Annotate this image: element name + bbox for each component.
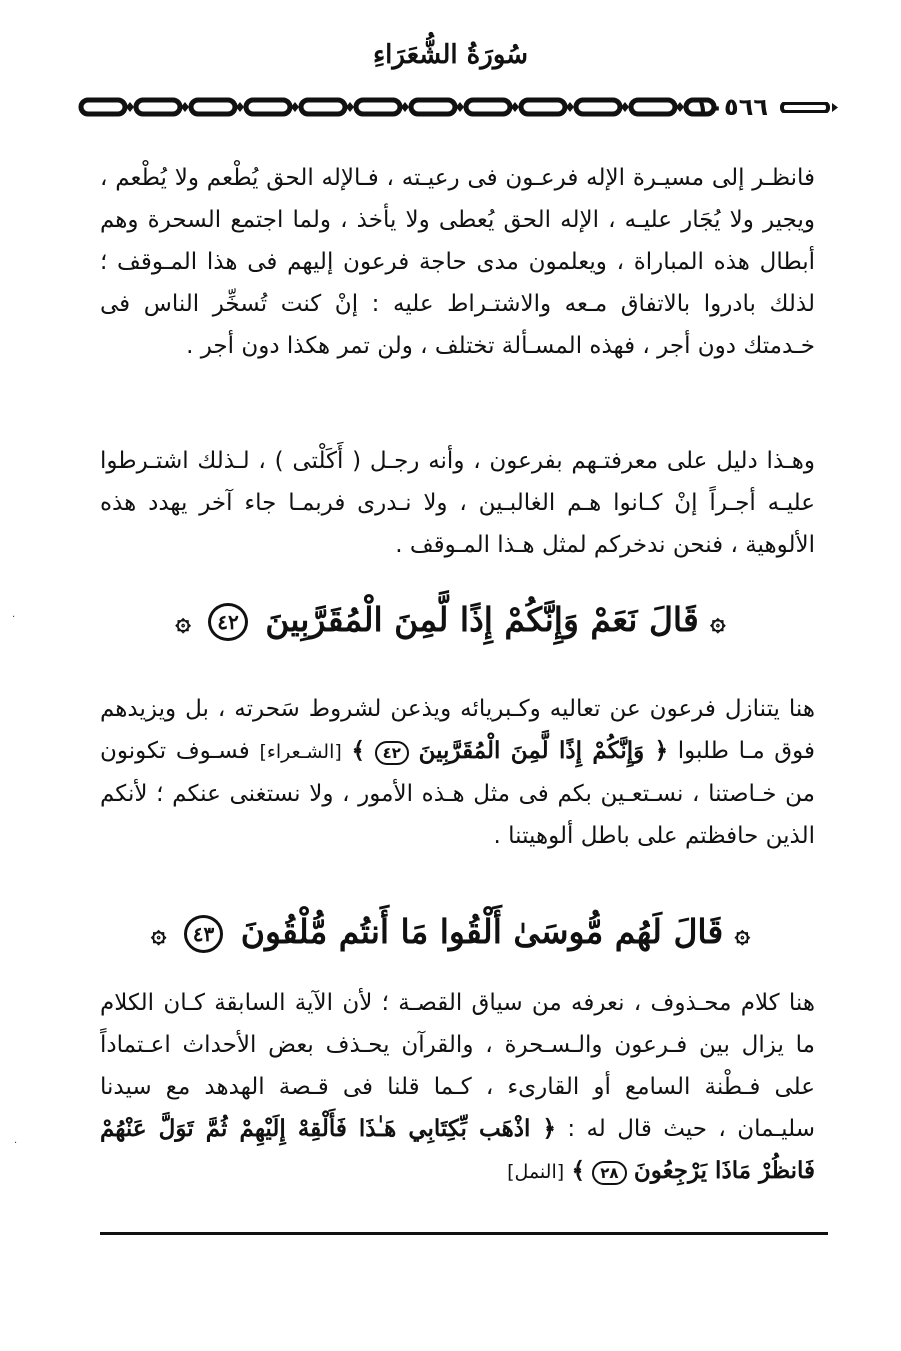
decorative-chain-border bbox=[78, 92, 718, 122]
inline-ayah-number: ٢٨ bbox=[592, 1161, 626, 1185]
inline-quote-close: ﴾ bbox=[351, 737, 365, 764]
scan-speck: · bbox=[14, 1138, 18, 1149]
verse-42 bbox=[0, 600, 901, 641]
verse-close-ornament-icon: ۞ bbox=[175, 607, 191, 637]
decorative-corner-bar bbox=[780, 102, 840, 113]
inline-quran-quote: ﴿ وَإِنَّكُمْ إِذًا لَّمِنَ الْمُقَرَّبِينَ bbox=[418, 737, 669, 764]
verse-42-number: ٤٢ bbox=[208, 603, 247, 641]
surah-reference: [الشـعراء] bbox=[259, 741, 342, 763]
paragraph-3-body: فسـوف تكونون من خـاصتنا ، نسـتعـين بكم فى مثل هـذه الأمور ، ولا نستغنى عنكم ؛ لأنكم الذين حافظتم على باطل ألوهيتنا . bbox=[100, 738, 815, 849]
verse-open-ornament-icon: ۞ bbox=[710, 607, 726, 637]
paragraph-4 bbox=[100, 982, 815, 1193]
verse-43-number: ٤٣ bbox=[184, 915, 223, 953]
paragraph-2: وهـذا دليل على معرفتـهم بفرعون ، وأنه رجـل ( أَكَلْتى ) ، لـذلك اشتـرطوا عليـه أجـراً إنْ كـانوا هـم الغالبـين ، ولا نـدرى فربمـا جاء آخر يهدد هذه الألوهية ، فنحن ندخركم لمثل هـذا المـوقف . bbox=[100, 448, 815, 558]
header-border bbox=[78, 92, 840, 122]
inline-ayah-number: ٤٢ bbox=[375, 741, 409, 765]
inline-quote-close: ﴾ bbox=[571, 1157, 585, 1184]
verse-close-ornament-icon: ۞ bbox=[150, 919, 167, 949]
paragraph-1: فانظـر إلى مسيـرة الإله فرعـون فى رعيـته ، فـالإله الحق يُطْعم ولا يُطْعم ، ويجير ولا يُجَار عليـه ، الإله الحق يُعطى ولا يأخذ ، ولما اجتمع السحرة وهم أبطال هذه المباراة ، ويعلمون مدى حاجة فرعون إليهم فى هذا المـوقف ؛ لذلك بادروا بالاتفاق مـعه والاشتـراط عليه : إنْ كنت تُسخِّر الناس فى خـدمتك دون أجر ، فهذه المسـألة تختلف ، ولن تمر هكذا دون أجر . bbox=[100, 165, 815, 359]
paragraph-4-body: هنا كلام محـذوف ، نعرفه من سياق القصـة ؛ لأن الآية السابقة كـان الكلام ما يزال بين فـرعون والـسـحرة ، والقرآن يحـذف بعض الأحداث اعـتماداً على فـطْنة السامع أو القارىء ، كـما قلنا فى قـصة الهدهد مع سيدنا سليـمان ، حيث قال له : bbox=[100, 990, 815, 1142]
inline-quran-quote: ﴿ اذْهَب بِّكِتَابِي هَـٰذَا فَأَلْقِهْ إِلَيْهِمْ ثُمَّ تَوَلَّ عَنْهُمْ فَانظُرْ مَاذَا يَرْجِعُونَ bbox=[100, 1115, 815, 1184]
bottom-divider bbox=[100, 1232, 828, 1235]
paragraph-3 bbox=[100, 688, 815, 857]
paragraph-3-intro: هنا يتنازل فرعون عن تعاليه وكـبريائه ويذعن لشروط سَحرته ، بل ويزيدهم فوق مـا طلبوا bbox=[100, 696, 816, 764]
verse-42-text: قَالَ نَعَمْ وَإِنَّكُمْ إِذًا لَّمِنَ الْمُقَرَّبِينَ bbox=[265, 600, 699, 639]
verse-43 bbox=[0, 912, 901, 953]
scan-speck: · bbox=[12, 612, 16, 623]
verse-open-ornament-icon: ۞ bbox=[734, 919, 750, 949]
verse-43-text: قَالَ لَهُم مُّوسَىٰ أَلْقُوا مَا أَنتُم مُّلْقُونَ bbox=[240, 912, 724, 951]
surah-reference: [النمل] bbox=[507, 1161, 565, 1183]
surah-title: سُورَةُ الشُّعَرَاءِ bbox=[372, 40, 529, 70]
page-number: ١٠٥٦٦ bbox=[694, 93, 768, 121]
